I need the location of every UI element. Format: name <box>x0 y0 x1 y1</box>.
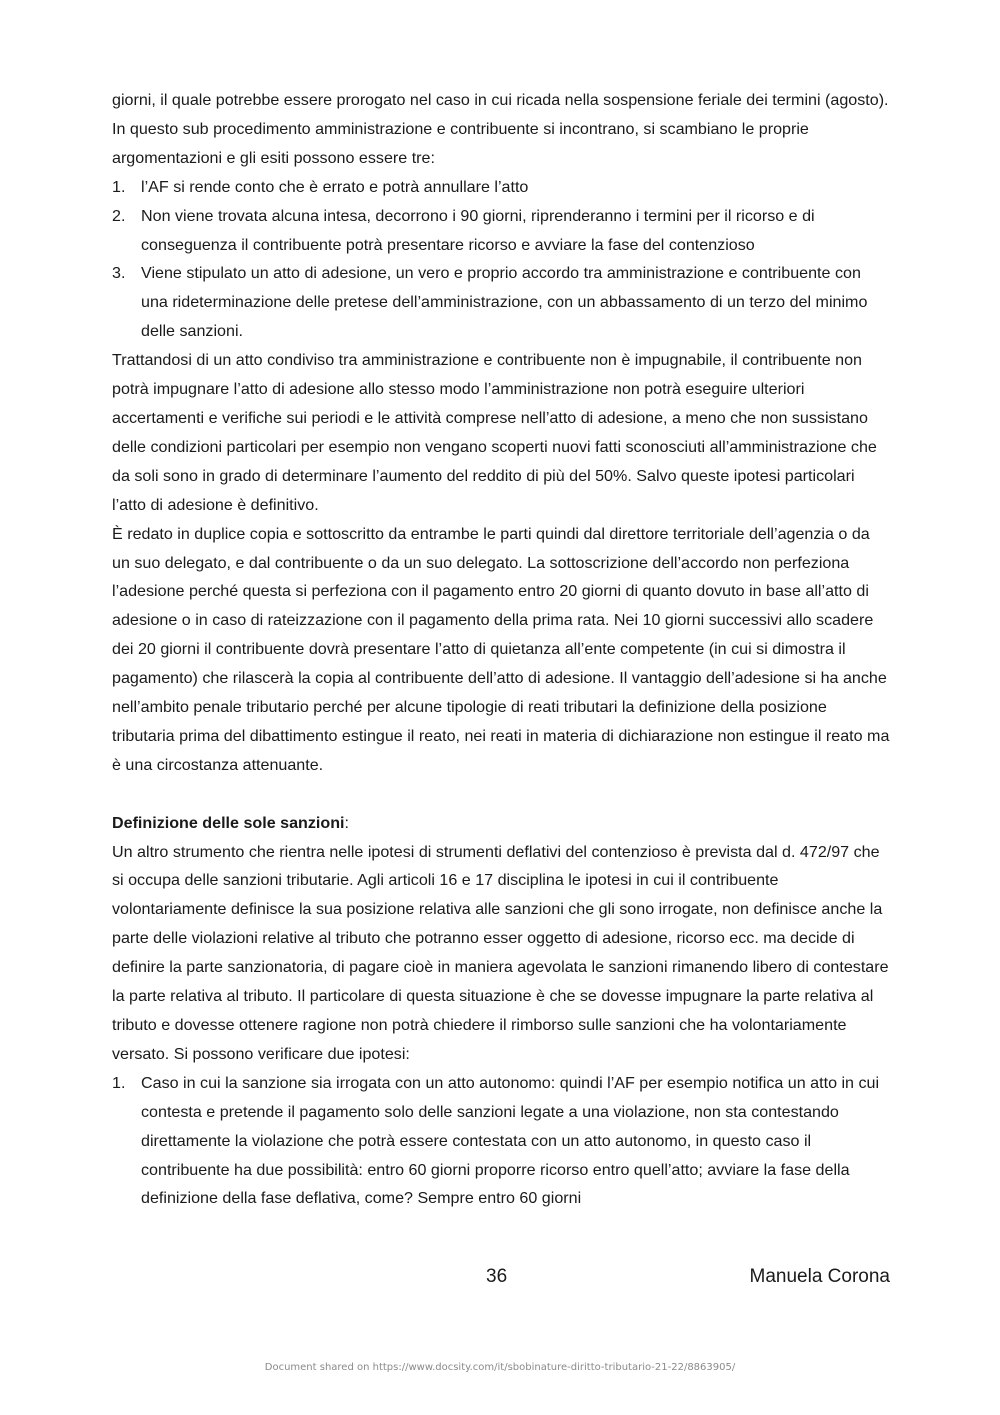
hypotheses-list <box>112 1069 892 1214</box>
section-heading-colon: : <box>344 813 349 832</box>
page-body <box>112 86 892 1213</box>
paragraph-adesione-definitivo: Trattandosi di un atto condiviso tra amministrazione e contribuente non è impugnabile, il contribuente non potrà impugnare l’atto di adesione allo stesso modo l’amministrazione non potrà eseguire ulteriori accertamenti e verifiche sui periodi e le attività comprese nell’atto di adesione, a meno che non sussistano delle condizioni particolari per esempio non vengano scoperti nuovi fatti sconosciuti all’amministrazione che da soli sono in grado di determinare l’aumento del reddito di più del 50%. Salvo queste ipotesi particolari l’atto di adesione è definitivo. <box>112 351 877 514</box>
list-item-number: 1. <box>112 1073 126 1092</box>
author-name: Manuela Corona <box>749 1266 890 1287</box>
list-item <box>112 202 892 260</box>
paragraph-sanzioni: Un altro strumento che rientra nelle ipotesi di strumenti deflativi del contenzioso è prevista dal d. 472/97 che si occupa delle sanzioni tributarie. Agli articoli 16 e 17 disciplina le ipotesi in cui il contribuente volontariamente definisce la sua posizione relativa alle sanzioni che gli sono irrogate, non definisce anche la parte delle violazioni relative al tributo che potranno esser oggetto di adesione, ricorso ecc. ma decide di definire la parte sanzionatoria, di pagare cioè in maniera agevolata le sanzioni rimanendo libero di contestare la parte relativa al tributo. Il particolare di questa situazione è che se dovesse impugnare la parte relativa al tributo e dovesse ottenere ragione non potrà chiedere il rimborso sulle sanzioni che ha volontariamente versato. Si possono verificare due ipotesi: <box>112 842 889 1063</box>
list-item-text: Non viene trovata alcuna intesa, decorrono i 90 giorni, riprenderanno i termini per il ricorso e di conseguenza il contribuente potrà presentare ricorso e avviare la fase del contenzioso <box>141 206 815 254</box>
list-item <box>112 1069 892 1214</box>
list-item <box>112 259 892 346</box>
list-item-number: 2. <box>112 206 126 225</box>
intro-paragraph: giorni, il quale potrebbe essere prorogato nel caso in cui ricada nella sospensione feriale dei termini (agosto). In questo sub procedimento amministrazione e contribuente si incontrano, si scambiano le proprie argomentazioni e gli esiti possono essere tre: <box>112 91 889 167</box>
outcomes-list <box>112 173 892 346</box>
list-item-text: Viene stipulato un atto di adesione, un vero e proprio accordo tra amministrazione e contribuente con una rideterminazione delle pretese dell’amministrazione, con un abbassamento di un terzo del minimo delle sanzioni. <box>141 264 868 341</box>
list-item-number: 3. <box>112 264 126 283</box>
section-heading <box>112 809 892 838</box>
list-item-number: 1. <box>112 177 126 196</box>
footer-source-note: Document shared on https://www.docsity.com/it/sbobinature-diritto-tributario-21-22/8863905/ <box>264 1362 736 1373</box>
paragraph-spacer <box>112 780 892 809</box>
section-heading-text: Definizione delle sole sanzioni <box>112 813 345 832</box>
list-item-text: l’AF si rende conto che è errato e potrà annullare l’atto <box>141 177 529 196</box>
list-item <box>112 173 892 202</box>
paragraph-sottoscrizione: È redato in duplice copia e sottoscritto da entrambe le parti quindi dal direttore territoriale dell’agenzia o da un suo delegato, e dal contribuente o da un suo delegato. La sottoscrizione dell’accordo non perfeziona l’adesione perché questa si perfeziona con il pagamento entro 20 giorni di quanto dovuto in base all’atto di adesione o in caso di rateizzazione con il pagamento della prima rata. Nei 10 giorni successivi allo scadere dei 20 giorni il contribuente dovrà presentare l’atto di quietanza all’ente competente (in cui si dimostra il pagamento) che rilascerà la copia al contribuente dell’atto di adesione. Il vantaggio dell’adesione si ha anche nell’ambito penale tributario perché per alcune tipologie di reati tributari la definizione della posizione tributaria prima del dibattimento estingue il reato, nei reati in materia di dichiarazione non estingue il reato ma è una circostanza attenuante. <box>112 524 890 774</box>
page-number: 36 <box>486 1266 508 1287</box>
list-item-text: Caso in cui la sanzione sia irrogata con un atto autonomo: quindi l’AF per esempio notifica un atto in cui contesta e pretende il pagamento solo delle sanzioni legate a una violazione, non sta contestando direttamente la violazione che potrà essere contestata con un atto autonomo, in questo caso il contribuente ha due possibilità: entro 60 giorni proporre ricorso entro quell’atto; avviare la fase della definizione della fase deflativa, come? Sempre entro 60 giorni <box>141 1073 880 1208</box>
